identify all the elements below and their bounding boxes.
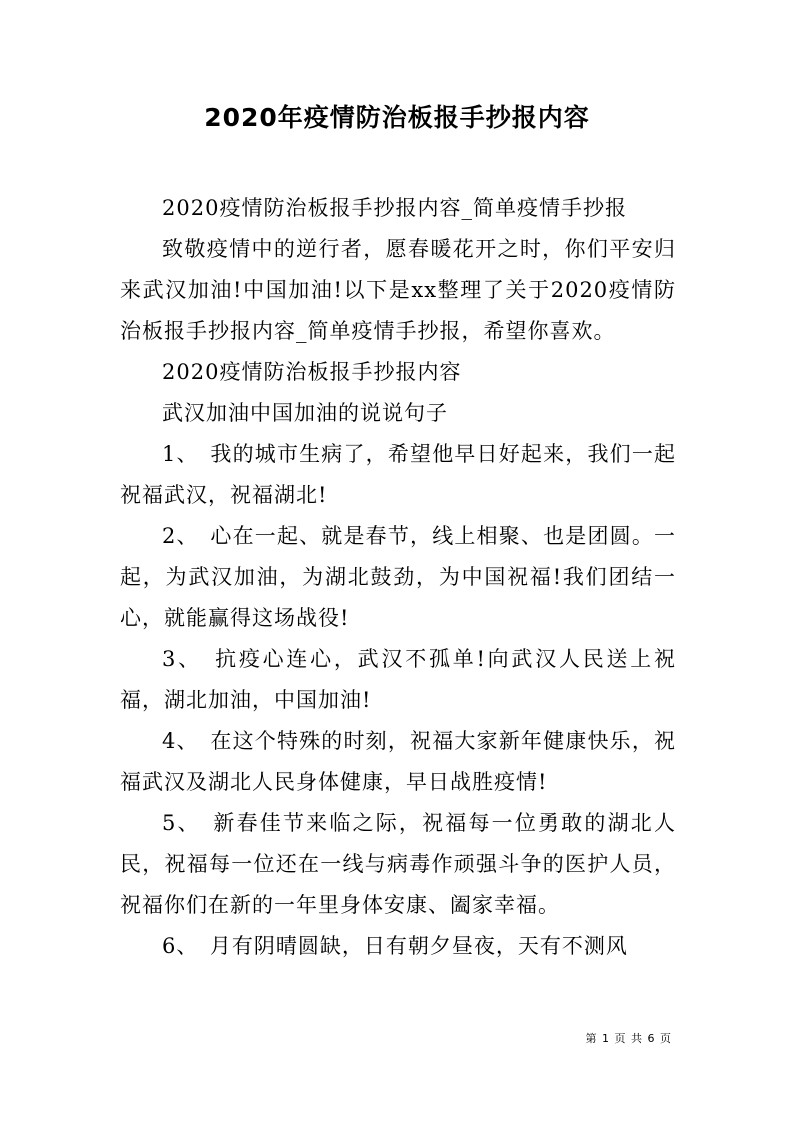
paragraph-subtitle: 2020疫情防治板报手抄报内容_简单疫情手抄报 <box>162 196 627 220</box>
list-item-5: 5、 新春佳节来临之际，祝福每一位勇敢的湖北人民，祝福每一位还在一线与病毒作顽强斗争的医护人员，祝福你们在新的一年里身体安康、阖家幸福。 <box>120 811 676 917</box>
list-item-4: 4、 在这个特殊的时刻，祝福大家新年健康快乐，祝福武汉及湖北人民身体健康，早日战胜疫情! <box>120 729 676 794</box>
page-number-footer: 第 1 页 共 6 页 <box>585 1032 672 1045</box>
document-title: 2020年疫情防治板报手抄报内容 <box>204 103 590 132</box>
paragraph-intro: 致敬疫情中的逆行者，愿春暖花开之时，你们平安归来武汉加油!中国加油!以下是xx整理了关于2020疫情防治板报手抄报内容_简单疫情手抄报，希望你喜欢。 <box>120 237 676 343</box>
list-item-3: 3、 抗疫心连心，武汉不孤单!向武汉人民送上祝福，湖北加油，中国加油! <box>120 647 676 712</box>
paragraph-heading-content: 2020疫情防治板报手抄报内容 <box>162 360 462 384</box>
list-item-6: 6、 月有阴晴圆缺，日有朝夕昼夜，天有不测风 <box>162 934 628 958</box>
list-item-1: 1、 我的城市生病了，希望他早日好起来，我们一起祝福武汉，祝福湖北! <box>120 442 676 507</box>
document-body <box>120 188 676 967</box>
list-item-2: 2、 心在一起、就是春节，线上相聚、也是团圆。一起，为武汉加油，为湖北鼓劲，为中国祝福!我们团结一心，就能赢得这场战役! <box>120 524 676 630</box>
paragraph-heading-quotes: 武汉加油中国加油的说说句子 <box>162 401 448 425</box>
